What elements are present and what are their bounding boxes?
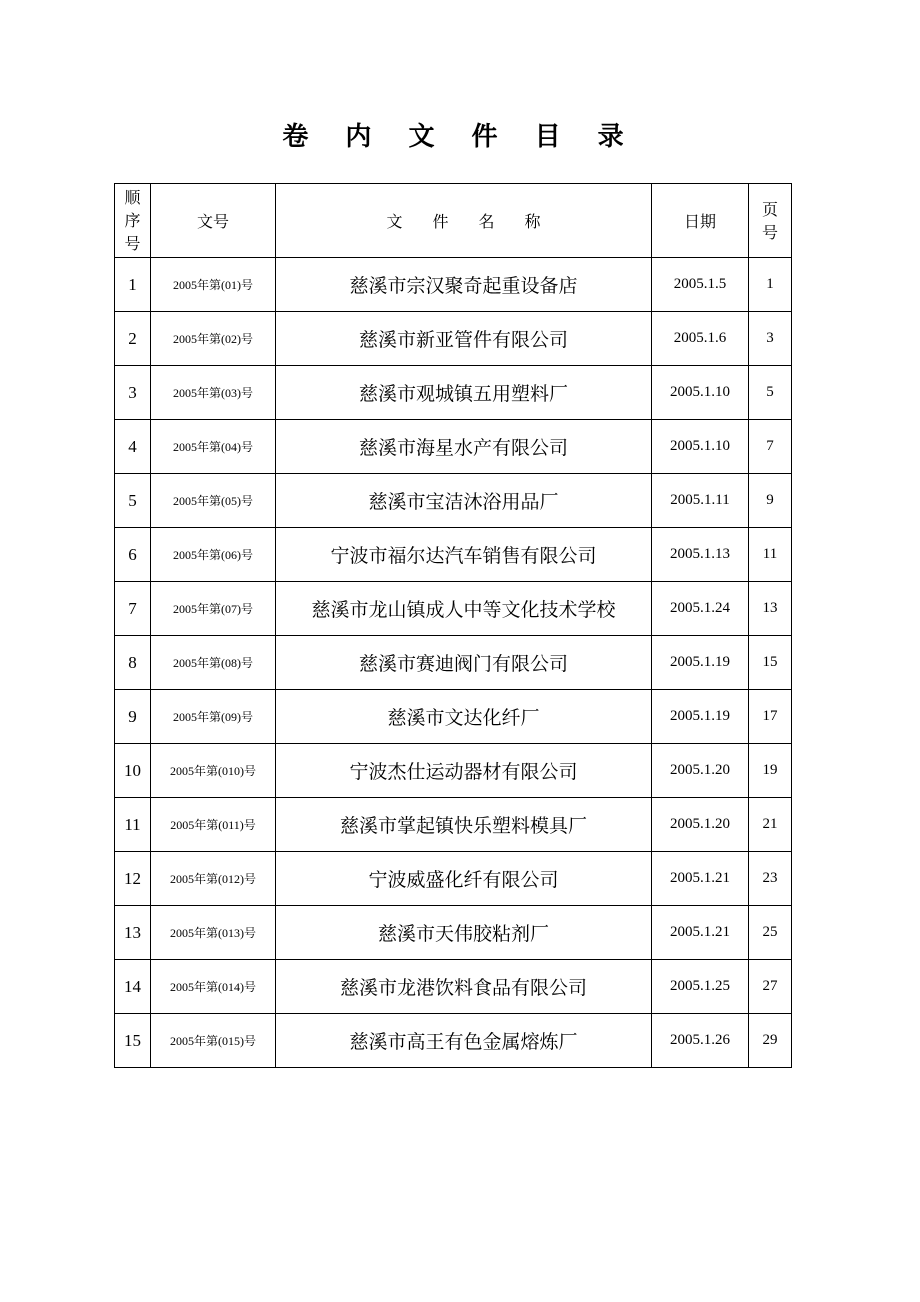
- cell-doc-no: 2005年第(05)号: [151, 474, 276, 528]
- cell-seq: 9: [115, 690, 151, 744]
- cell-doc-no: 2005年第(014)号: [151, 960, 276, 1014]
- cell-date: 2005.1.10: [652, 420, 749, 474]
- column-header-doc-no: 文号: [151, 184, 276, 258]
- cell-seq: 6: [115, 528, 151, 582]
- cell-seq: 8: [115, 636, 151, 690]
- column-header-seq-char: 序: [124, 211, 141, 230]
- cell-doc-no: 2005年第(012)号: [151, 852, 276, 906]
- cell-name: 慈溪市宗汉聚奇起重设备店: [276, 258, 652, 312]
- cell-date: 2005.1.5: [652, 258, 749, 312]
- cell-doc-no: 2005年第(010)号: [151, 744, 276, 798]
- cell-seq: 2: [115, 312, 151, 366]
- cell-date: 2005.1.19: [652, 636, 749, 690]
- cell-doc-no: 2005年第(07)号: [151, 582, 276, 636]
- table-row: [115, 690, 792, 744]
- table-row: [115, 366, 792, 420]
- cell-date: 2005.1.26: [652, 1014, 749, 1068]
- cell-doc-no: 2005年第(08)号: [151, 636, 276, 690]
- column-header-date: 日期: [652, 184, 749, 258]
- cell-name: 慈溪市高王有色金属熔炼厂: [276, 1014, 652, 1068]
- cell-name: 慈溪市掌起镇快乐塑料模具厂: [276, 798, 652, 852]
- cell-name: 慈溪市新亚管件有限公司: [276, 312, 652, 366]
- cell-seq: 13: [115, 906, 151, 960]
- cell-page: 15: [749, 636, 792, 690]
- cell-name: 慈溪市龙山镇成人中等文化技术学校: [276, 582, 652, 636]
- table-row: [115, 852, 792, 906]
- cell-page: 19: [749, 744, 792, 798]
- table-row: [115, 420, 792, 474]
- cell-name: 慈溪市龙港饮料食品有限公司: [276, 960, 652, 1014]
- table-row: [115, 798, 792, 852]
- cell-seq: 12: [115, 852, 151, 906]
- cell-page: 29: [749, 1014, 792, 1068]
- column-header-page-char: 号: [761, 222, 778, 242]
- cell-date: 2005.1.13: [652, 528, 749, 582]
- table-row: [115, 258, 792, 312]
- cell-doc-no: 2005年第(01)号: [151, 258, 276, 312]
- cell-page: 27: [749, 960, 792, 1014]
- cell-seq: 5: [115, 474, 151, 528]
- cell-date: 2005.1.20: [652, 798, 749, 852]
- table-row: [115, 636, 792, 690]
- table-row: [115, 474, 792, 528]
- cell-date: 2005.1.10: [652, 366, 749, 420]
- cell-page: 13: [749, 582, 792, 636]
- column-header-seq-char: 顺: [124, 188, 141, 207]
- table-row: [115, 1014, 792, 1068]
- file-catalog-table: [114, 183, 792, 1068]
- cell-page: 3: [749, 312, 792, 366]
- cell-date: 2005.1.21: [652, 852, 749, 906]
- table-header-row: [115, 184, 792, 258]
- cell-doc-no: 2005年第(011)号: [151, 798, 276, 852]
- cell-page: 9: [749, 474, 792, 528]
- cell-page: 25: [749, 906, 792, 960]
- table-row: [115, 906, 792, 960]
- table-row: [115, 312, 792, 366]
- cell-doc-no: 2005年第(02)号: [151, 312, 276, 366]
- column-header-seq: [115, 184, 151, 258]
- cell-seq: 1: [115, 258, 151, 312]
- cell-date: 2005.1.11: [652, 474, 749, 528]
- cell-page: 17: [749, 690, 792, 744]
- column-header-page: [749, 184, 792, 258]
- cell-doc-no: 2005年第(03)号: [151, 366, 276, 420]
- cell-name: 宁波杰仕运动器材有限公司: [276, 744, 652, 798]
- cell-page: 11: [749, 528, 792, 582]
- cell-name: 慈溪市宝洁沐浴用品厂: [276, 474, 652, 528]
- cell-name: 慈溪市天伟胶粘剂厂: [276, 906, 652, 960]
- cell-doc-no: 2005年第(013)号: [151, 906, 276, 960]
- cell-seq: 10: [115, 744, 151, 798]
- cell-seq: 3: [115, 366, 151, 420]
- cell-page: 1: [749, 258, 792, 312]
- cell-seq: 15: [115, 1014, 151, 1068]
- cell-doc-no: 2005年第(06)号: [151, 528, 276, 582]
- cell-page: 21: [749, 798, 792, 852]
- cell-date: 2005.1.6: [652, 312, 749, 366]
- cell-page: 5: [749, 366, 792, 420]
- cell-date: 2005.1.24: [652, 582, 749, 636]
- cell-page: 7: [749, 420, 792, 474]
- column-header-name: [276, 184, 652, 258]
- cell-name: 慈溪市海星水产有限公司: [276, 420, 652, 474]
- cell-seq: 14: [115, 960, 151, 1014]
- cell-doc-no: 2005年第(015)号: [151, 1014, 276, 1068]
- table-row: [115, 582, 792, 636]
- cell-name: 宁波威盛化纤有限公司: [276, 852, 652, 906]
- cell-seq: 4: [115, 420, 151, 474]
- table-row: [115, 744, 792, 798]
- cell-seq: 7: [115, 582, 151, 636]
- cell-name: 慈溪市赛迪阀门有限公司: [276, 636, 652, 690]
- cell-date: 2005.1.19: [652, 690, 749, 744]
- cell-doc-no: 2005年第(09)号: [151, 690, 276, 744]
- cell-name: 慈溪市观城镇五用塑料厂: [276, 366, 652, 420]
- column-header-seq-char: 号: [124, 234, 141, 253]
- cell-page: 23: [749, 852, 792, 906]
- table-row: [115, 528, 792, 582]
- column-header-page-char: 页: [761, 199, 778, 219]
- cell-doc-no: 2005年第(04)号: [151, 420, 276, 474]
- cell-seq: 11: [115, 798, 151, 852]
- cell-name: 慈溪市文达化纤厂: [276, 690, 652, 744]
- cell-date: 2005.1.25: [652, 960, 749, 1014]
- table-row: [115, 960, 792, 1014]
- column-header-name-label: 文件名称: [386, 212, 571, 231]
- page-title: 卷 内 文 件 目 录: [282, 122, 638, 152]
- cell-date: 2005.1.21: [652, 906, 749, 960]
- cell-date: 2005.1.20: [652, 744, 749, 798]
- cell-name: 宁波市福尔达汽车销售有限公司: [276, 528, 652, 582]
